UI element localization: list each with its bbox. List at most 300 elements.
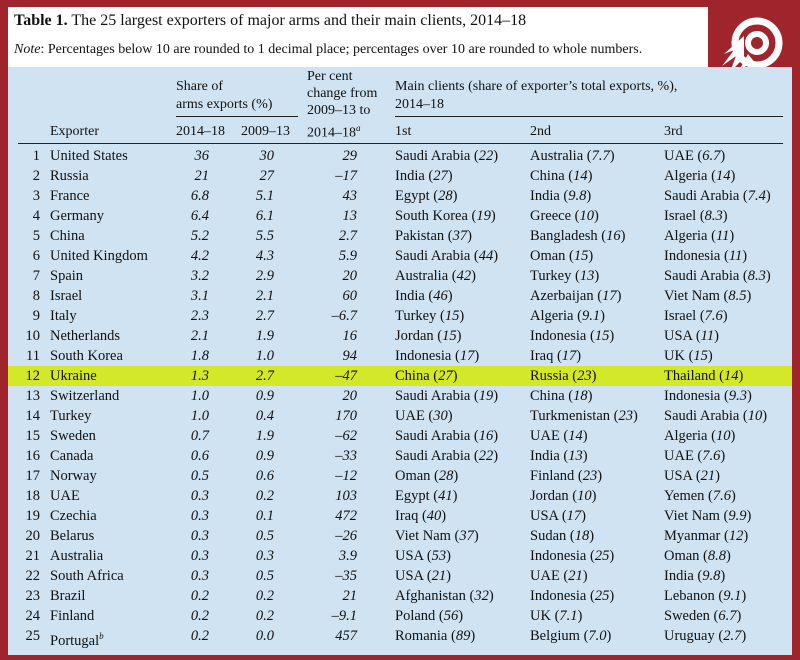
client-second: China (18) <box>530 388 593 404</box>
rank-cell: 2 <box>32 168 40 184</box>
share-2009-13-cell: 30 <box>259 148 274 164</box>
table-row <box>8 306 792 326</box>
client-third: Yemen (7.6) <box>664 488 736 504</box>
client-second-share: 16 <box>606 228 621 244</box>
header-share-line1: Share of <box>176 79 224 94</box>
table-note <box>14 42 642 58</box>
client-second-share: 10 <box>579 208 594 224</box>
table-row <box>8 246 792 266</box>
client-third-share: 9.1 <box>723 588 742 604</box>
change-cell: –6.7 <box>331 308 357 324</box>
table-row <box>8 206 792 226</box>
share-2014-18-cell: 1.0 <box>190 388 209 404</box>
client-first: USA (21) <box>395 568 452 584</box>
client-second: USA (17) <box>530 508 587 524</box>
table-title <box>14 12 526 30</box>
client-second: Bangladesh (16) <box>530 228 626 244</box>
client-third-share: 8.5 <box>728 288 747 304</box>
client-third: Lebanon (9.1) <box>664 588 747 604</box>
change-cell: 94 <box>342 348 357 364</box>
share-2009-13-cell: 1.9 <box>255 428 274 444</box>
client-third: Uruguay (2.7) <box>664 628 747 644</box>
client-second-share: 18 <box>573 388 588 404</box>
client-first: USA (53) <box>395 548 452 564</box>
share-2009-13-cell: 0.1 <box>255 508 274 524</box>
client-third-share: 8.3 <box>704 208 723 224</box>
header-third-client: 3rd <box>664 124 683 139</box>
change-cell: 21 <box>342 588 357 604</box>
share-2014-18-cell: 3.2 <box>190 268 209 284</box>
client-second-share: 17 <box>566 508 582 524</box>
share-2009-13-cell: 2.7 <box>255 308 274 324</box>
header-clients-line2: 2014–18 <box>395 97 444 112</box>
share-2009-13-cell: 0.9 <box>255 448 274 464</box>
rank-cell: 1 <box>32 148 40 164</box>
change-cell: –26 <box>335 528 357 544</box>
share-2009-13-cell: 0.4 <box>255 408 274 424</box>
client-second-share: 9.1 <box>581 308 601 324</box>
client-second: India (13) <box>530 448 588 464</box>
client-third-share: 7.4 <box>747 188 766 204</box>
client-second-share: 23 <box>577 368 592 384</box>
share-2009-13-cell: 5.5 <box>255 228 274 244</box>
share-2009-13-cell: 0.6 <box>255 468 274 484</box>
client-second-share: 23 <box>582 468 598 484</box>
exporter-cell: Czechia <box>50 508 97 524</box>
table-row <box>8 146 792 166</box>
client-second: Belgium (7.0) <box>530 628 612 644</box>
client-first: Pakistan (37) <box>395 228 472 244</box>
header-change-line1: Per cent <box>307 69 353 84</box>
client-first-share: 44 <box>478 248 494 264</box>
share-2009-13-cell: 6.1 <box>255 208 274 224</box>
rank-cell: 8 <box>32 288 40 304</box>
exporter-cell: Finland <box>50 608 95 624</box>
client-third-share: 7.6 <box>704 308 723 324</box>
client-third: USA (11) <box>664 328 719 344</box>
client-first-share: 22 <box>478 448 494 464</box>
table-row <box>8 606 792 626</box>
header-share-2014-18: 2014–18 <box>176 124 225 139</box>
client-third: Saudi Arabia (8.3) <box>664 268 771 284</box>
client-third: Indonesia (11) <box>664 248 748 264</box>
table-row <box>8 226 792 246</box>
client-third: Algeria (14) <box>664 168 736 184</box>
client-first-share: 32 <box>474 588 489 604</box>
table-header <box>8 7 708 67</box>
client-third: USA (21) <box>664 468 721 484</box>
exporter-cell: Australia <box>50 548 104 564</box>
change-cell: 103 <box>335 488 357 504</box>
client-third: Algeria (11) <box>664 228 735 244</box>
header-share-2009-13: 2009–13 <box>241 124 290 139</box>
client-third: Algeria (10) <box>664 428 736 444</box>
client-third-share: 14 <box>724 368 739 384</box>
client-third-share: 6.7 <box>702 148 721 164</box>
exporter-cell: United Kingdom <box>50 248 148 264</box>
header-exporter: Exporter <box>50 124 99 139</box>
rank-cell: 13 <box>25 388 40 404</box>
client-second: Turkmenistan (23) <box>530 408 638 424</box>
client-first-share: 22 <box>478 148 494 164</box>
rank-cell: 20 <box>25 528 40 544</box>
client-first-share: 40 <box>426 508 442 524</box>
client-third: Saudi Arabia (7.4) <box>664 188 771 204</box>
client-third-share: 11 <box>728 248 743 264</box>
rank-cell: 14 <box>25 408 40 424</box>
table-row <box>8 166 792 186</box>
exporter-footnote: b <box>99 631 104 641</box>
client-first: Jordan (15) <box>395 328 462 344</box>
client-first: UAE (30) <box>395 408 453 424</box>
clients-header-rule <box>395 116 783 117</box>
client-first-share: 37 <box>452 228 468 244</box>
change-cell: –62 <box>335 428 357 444</box>
table-row <box>8 406 792 426</box>
client-third-share: 6.7 <box>718 608 737 624</box>
table-label: Table 1. <box>14 12 68 29</box>
table-row <box>8 346 792 366</box>
share-2009-13-cell: 2.1 <box>255 288 274 304</box>
client-second: Australia (7.7) <box>530 148 615 164</box>
client-third-share: 9.3 <box>728 388 747 404</box>
rank-cell: 11 <box>26 348 40 364</box>
share-2009-13-cell: 0.5 <box>255 568 274 584</box>
client-second-share: 15 <box>594 328 610 344</box>
client-third: Viet Nam (8.5) <box>664 288 752 304</box>
rank-cell: 25 <box>25 628 40 644</box>
client-third: Thailand (14) <box>664 368 744 384</box>
client-third: Myanmar (12) <box>664 528 749 544</box>
share-2014-18-cell: 5.2 <box>190 228 209 244</box>
client-first-share: 30 <box>433 408 448 424</box>
table-row <box>8 326 792 346</box>
client-first-share: 21 <box>431 568 447 584</box>
share-2009-13-cell: 1.9 <box>255 328 274 344</box>
table-row <box>8 426 792 446</box>
table-row <box>8 486 792 506</box>
header-share-line2: arms exports (%) <box>176 97 273 112</box>
client-second-share: 9.8 <box>568 188 587 204</box>
exporter-cell: Italy <box>50 308 77 324</box>
share-2014-18-cell: 0.3 <box>190 508 209 524</box>
exporter-cell: France <box>50 188 90 204</box>
rank-cell: 4 <box>32 208 40 224</box>
exporter-cell: Sweden <box>50 428 96 444</box>
client-second: Turkey (13) <box>530 268 600 284</box>
client-first-share: 28 <box>438 188 453 204</box>
exporter-cell: Brazil <box>50 588 86 604</box>
header-change-year: 2014–18 <box>307 125 356 141</box>
client-first-share: 37 <box>459 528 474 544</box>
change-cell: 3.9 <box>338 548 357 564</box>
client-first: Saudi Arabia (19) <box>395 388 499 404</box>
share-2014-18-cell: 1.8 <box>190 348 209 364</box>
client-first-share: 28 <box>438 468 454 484</box>
share-2009-13-cell: 5.1 <box>255 188 274 204</box>
client-first-share: 19 <box>478 388 494 404</box>
table-row <box>8 186 792 206</box>
table-title-text: The 25 largest exporters of major arms and their main clients, 2014–18 <box>71 12 527 29</box>
client-third: Saudi Arabia (10) <box>664 408 768 424</box>
share-2014-18-cell: 0.2 <box>190 628 209 644</box>
client-first: India (27) <box>395 168 453 184</box>
header-change-line2: change from <box>307 86 378 101</box>
exporter-cell: Turkey <box>50 408 92 424</box>
share-2014-18-cell: 1.0 <box>190 408 209 424</box>
client-third-share: 14 <box>715 168 731 184</box>
share-2009-13-cell: 0.2 <box>255 588 274 604</box>
client-third-share: 15 <box>693 348 708 364</box>
exporter-cell: Spain <box>50 268 84 284</box>
client-second: UK (7.1) <box>530 608 583 624</box>
change-cell: 170 <box>335 408 357 424</box>
share-2014-18-cell: 0.2 <box>190 588 209 604</box>
client-second-share: 25 <box>594 588 610 604</box>
rank-cell: 23 <box>25 588 40 604</box>
share-2009-13-cell: 0.2 <box>255 608 274 624</box>
share-2009-13-cell: 27 <box>259 168 274 184</box>
client-second-share: 15 <box>573 248 589 264</box>
exporter-cell: Ukraine <box>50 368 97 384</box>
client-third-share: 10 <box>715 428 731 444</box>
note-label: Note <box>14 42 41 57</box>
client-first-share: 46 <box>433 288 448 304</box>
client-second: UAE (14) <box>530 428 588 444</box>
client-first: Saudi Arabia (22) <box>395 448 499 464</box>
change-cell: –17 <box>335 168 357 184</box>
client-first: India (46) <box>395 288 453 304</box>
share-2014-18-cell: 0.3 <box>190 488 209 504</box>
share-2014-18-cell: 2.3 <box>190 308 209 324</box>
exporter-cell: South Africa <box>50 568 124 584</box>
change-cell: 29 <box>342 148 357 164</box>
client-third-share: 11 <box>700 328 715 344</box>
client-third-share: 11 <box>715 228 730 244</box>
exporter-cell: Germany <box>50 208 104 224</box>
client-third: Oman (8.8) <box>664 548 731 564</box>
table-row <box>8 586 792 606</box>
table-row <box>8 506 792 526</box>
client-first: Saudi Arabia (22) <box>395 148 499 164</box>
client-first: China (27) <box>395 368 458 384</box>
share-header-rule <box>176 116 298 117</box>
table-row <box>8 386 792 406</box>
exporter-cell: Portugal$^b$ <box>50 631 104 649</box>
table-row <box>8 526 792 546</box>
client-first-share: 17 <box>459 348 475 364</box>
header-clients-line1: Main clients (share of exporter’s total exports, %), <box>395 79 678 94</box>
change-cell: 2.7 <box>338 228 357 244</box>
header-bottom-rule <box>18 143 783 144</box>
client-second-share: 7.7 <box>591 148 610 164</box>
exporter-cell: Netherlands <box>50 328 121 344</box>
rank-cell: 3 <box>32 188 40 204</box>
exporter-cell: Canada <box>50 448 94 464</box>
rank-cell: 9 <box>32 308 40 324</box>
client-second: Indonesia (25) <box>530 548 615 564</box>
share-2009-13-cell: 0.2 <box>255 488 274 504</box>
client-third: UK (15) <box>664 348 713 364</box>
share-2014-18-cell: 6.8 <box>190 188 209 204</box>
change-cell: –12 <box>335 468 357 484</box>
client-first-share: 89 <box>455 628 471 644</box>
client-first: Poland (56) <box>395 608 464 624</box>
table-row <box>8 566 792 586</box>
client-third-share: 7.6 <box>702 448 721 464</box>
client-third: India (9.8) <box>664 568 726 584</box>
client-second-share: 18 <box>574 528 590 544</box>
share-2014-18-cell: 2.1 <box>190 328 209 344</box>
share-2014-18-cell: 0.6 <box>190 448 209 464</box>
client-second: Indonesia (15) <box>530 328 615 344</box>
exporter-cell: South Korea <box>50 348 123 364</box>
header-change-line3: 2009–13 to <box>307 103 371 118</box>
share-2014-18-cell: 0.3 <box>190 568 209 584</box>
change-cell: –35 <box>335 568 357 584</box>
table-panel <box>8 67 792 655</box>
client-third: Indonesia (9.3) <box>664 388 752 404</box>
change-cell: 43 <box>342 188 357 204</box>
change-cell: 13 <box>342 208 357 224</box>
client-third-share: 2.7 <box>723 628 742 644</box>
header-second-client: 2nd <box>530 124 551 139</box>
client-first: Egypt (41) <box>395 488 458 504</box>
share-2009-13-cell: 4.3 <box>255 248 274 264</box>
share-2014-18-cell: 6.4 <box>190 208 209 224</box>
change-cell: 5.9 <box>338 248 357 264</box>
rank-cell: 18 <box>25 488 40 504</box>
client-first: Saudi Arabia (16) <box>395 428 499 444</box>
table-row <box>8 286 792 306</box>
client-first-share: 27 <box>438 368 453 384</box>
share-2014-18-cell: 21 <box>194 168 209 184</box>
client-second-share: 23 <box>618 408 633 424</box>
change-cell: –47 <box>335 368 357 384</box>
client-third-share: 9.8 <box>702 568 721 584</box>
client-second-share: 14 <box>568 428 583 444</box>
client-second: China (14) <box>530 168 593 184</box>
client-third: Sweden (6.7) <box>664 608 742 624</box>
client-second: Iraq (17) <box>530 348 582 364</box>
exporter-cell: Norway <box>50 468 97 484</box>
client-second: Greece (10) <box>530 208 599 224</box>
change-cell: –9.1 <box>331 608 357 624</box>
share-2009-13-cell: 2.9 <box>255 268 274 284</box>
client-first: Australia (42) <box>395 268 476 284</box>
exporter-cell: Israel <box>50 288 83 304</box>
client-second: Oman (15) <box>530 248 594 264</box>
rank-cell: 10 <box>25 328 40 344</box>
rank-cell: 16 <box>25 448 40 464</box>
client-second: Russia (23) <box>530 368 597 384</box>
rank-cell: 24 <box>25 608 40 624</box>
client-first: Oman (28) <box>395 468 459 484</box>
client-first-share: 56 <box>443 608 459 624</box>
share-2014-18-cell: 1.3 <box>190 368 209 384</box>
header-change-footnote: a <box>356 123 361 133</box>
exporter-cell: United States <box>50 148 128 164</box>
client-second-share: 14 <box>573 168 588 184</box>
rank-cell: 5 <box>32 228 40 244</box>
table-row <box>8 446 792 466</box>
rank-cell: 22 <box>25 568 40 584</box>
rank-cell: 21 <box>25 548 40 564</box>
exporter-cell: Switzerland <box>50 388 120 404</box>
client-third: Israel (7.6) <box>664 308 728 324</box>
change-cell: –33 <box>335 448 357 464</box>
exporter-cell: Russia <box>50 168 89 184</box>
change-cell: 457 <box>335 628 357 644</box>
change-cell: 20 <box>342 268 357 284</box>
client-first-share: 16 <box>478 428 494 444</box>
client-first: Indonesia (17) <box>395 348 480 364</box>
share-2009-13-cell: 0.3 <box>255 548 274 564</box>
client-first: Turkey (15) <box>395 308 465 324</box>
rank-cell: 6 <box>32 248 40 264</box>
share-2014-18-cell: 36 <box>194 148 209 164</box>
client-third: Viet Nam (9.9) <box>664 508 752 524</box>
client-second: UAE (21) <box>530 568 588 584</box>
header-change-line4 <box>307 120 361 142</box>
client-second-share: 7.0 <box>588 628 607 644</box>
client-first-share: 15 <box>442 328 457 344</box>
client-second-share: 13 <box>579 268 595 284</box>
share-2014-18-cell: 3.1 <box>190 288 209 304</box>
client-second: Algeria (9.1) <box>530 308 605 324</box>
change-cell: 16 <box>342 328 357 344</box>
client-first: Romania (89) <box>395 628 476 644</box>
client-third: Israel (8.3) <box>664 208 728 224</box>
rank-cell: 15 <box>25 428 40 444</box>
client-first: Viet Nam (37) <box>395 528 479 544</box>
share-2009-13-cell: 1.0 <box>255 348 274 364</box>
share-2009-13-cell: 0.9 <box>255 388 274 404</box>
client-second: India (9.8) <box>530 188 592 204</box>
exporter-cell: China <box>50 228 85 244</box>
client-second-share: 13 <box>568 448 583 464</box>
change-cell: 472 <box>335 508 357 524</box>
client-second: Jordan (10) <box>530 488 597 504</box>
client-third: UAE (6.7) <box>664 148 726 164</box>
client-first: Afghanistan (32) <box>395 588 494 604</box>
client-first-share: 53 <box>431 548 447 564</box>
table-row <box>8 366 792 386</box>
client-first-share: 27 <box>433 168 448 184</box>
note-text: : Percentages below 10 are rounded to 1 decimal place; percentages over 10 are rounded to whole numbers. <box>40 42 643 57</box>
client-second-share: 10 <box>577 488 592 504</box>
exporter-cell: UAE <box>50 488 80 504</box>
client-second: Azerbaijan (17) <box>530 288 622 304</box>
share-2014-18-cell: 0.2 <box>190 608 209 624</box>
client-third-share: 9.9 <box>728 508 747 524</box>
share-2009-13-cell: 0.5 <box>255 528 274 544</box>
client-third-share: 10 <box>747 408 763 424</box>
rank-cell: 19 <box>25 508 40 524</box>
client-second-share: 7.1 <box>559 608 578 624</box>
client-third-share: 12 <box>728 528 744 544</box>
client-second-share: 21 <box>568 568 583 584</box>
header-first-client: 1st <box>395 124 412 139</box>
table-row <box>8 466 792 486</box>
client-first: South Korea (19) <box>395 208 496 224</box>
client-third-share: 8.3 <box>747 268 766 284</box>
client-third-share: 8.8 <box>707 548 727 564</box>
change-cell: 60 <box>342 288 357 304</box>
client-first: Saudi Arabia (44) <box>395 248 499 264</box>
share-2014-18-cell: 4.2 <box>190 248 209 264</box>
rank-cell: 7 <box>32 268 40 284</box>
